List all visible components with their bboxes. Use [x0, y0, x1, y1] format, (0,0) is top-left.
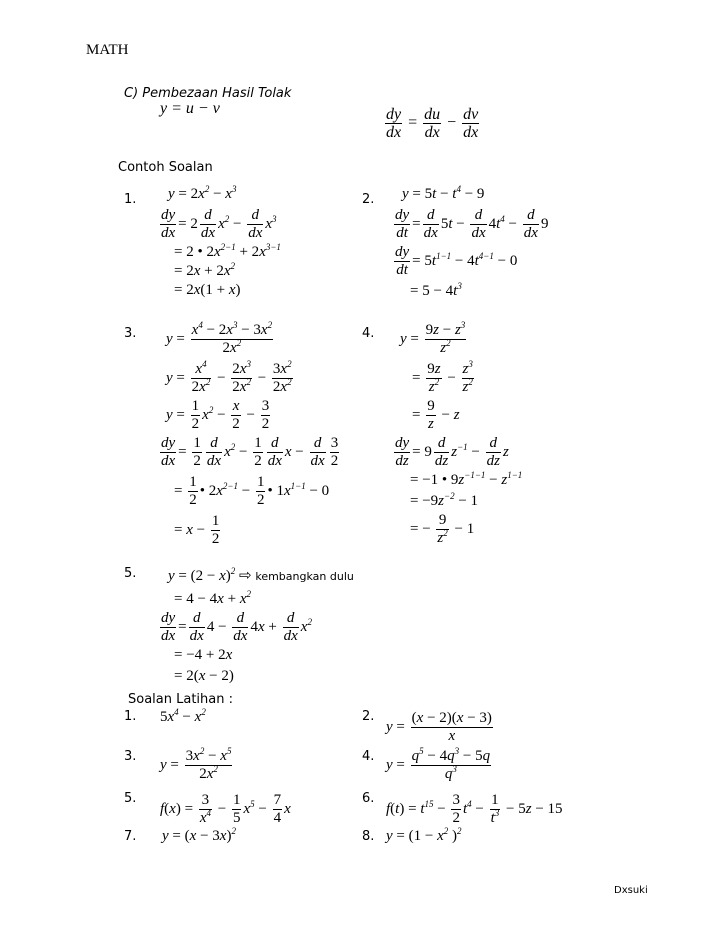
example-number-5: 5. — [124, 566, 137, 581]
example-number-3: 3. — [124, 326, 137, 341]
example-4: y = $\frac{9z - z^3}{z^2}$ = $\frac{9z}{z^2}$ − $\frac{z^3}{z^2}$ = $\frac{9}{z}$ − z $\frac{dy}{dz}$ = 9 $\frac{d}{dz}$ $z^{-1}$ − $\frac{d}{dz}$ z = −1 • $9z^{-1-1} - z^{1-1}$ = $-9z^{-2} - 1$ = − $\frac{9}{z^2}$ − 1 — [395, 320, 523, 546]
exercise-2: y = $\frac{(x - 2)(x - 3)}{x}$ — [386, 710, 492, 744]
footer-author: Dxsuki — [614, 885, 648, 896]
exercise-number-4: 4. — [362, 749, 375, 764]
example-3: y = $\frac{x^4 - 2x^3 - 3x^2}{2x^2}$ y = $\frac{x^4}{2x^2}$ − $\frac{2x^3}{2x^2}$ − $\frac{3x^2}{2x^2}$ y = $\frac{1}{2}$ $x^2$ − $\frac{x}{2}$ − $\frac{3}{2}$ $\frac{dy}{dx}$ = $\frac{1}{2}$ $\frac{d}{dx}$ $x^2$ − $\frac{1}{2}$ $\frac{d}{dx}$ x − $\frac{d}{dx}$ $\frac{3}{2}$ = $\frac{1}{2}$ • $2x^{2-1}$ − $\frac{1}{2}$ • $1x^{1-1} - 0$ = x − $\frac{1}{2}$ — [161, 320, 339, 547]
exercise-6: $f(t) = t^{15}$ − $\frac{3}{2}$ $t^4$ − $\frac{1}{t^3}$ − 5z − 15 — [386, 792, 563, 826]
exercise-8: $y = (1 - x^2$ )$^2$ — [386, 826, 462, 844]
exercise-number-2: 2. — [362, 709, 375, 724]
examples-heading: Contoh Soalan — [118, 160, 213, 175]
example-5: $y = (2 - x)^2$ ⇨ kembangkan dulu = $4 - 4x + x^2$ $\frac{dy}{dx}$ = $\frac{d}{dx}$ 4 − $\frac{d}{dx}$ 4x + $\frac{d}{dx}$ $x^2$ = −4 + 2x = 2(x − 2) — [161, 566, 354, 684]
exercise-number-6: 6. — [362, 791, 375, 806]
subject-header: MATH — [86, 42, 129, 58]
exercise-number-8: 8. — [362, 829, 375, 844]
exercise-3: y = $\frac{3x^2 - x^5}{2x^2}$ — [160, 746, 232, 782]
exercises-heading: Soalan Latihan : — [128, 692, 233, 707]
exercise-5: f(x) = $\frac{3}{x^4}$ − $\frac{1}{5}$ $x^5$ − $\frac{7}{4}$ x — [160, 792, 291, 826]
rule-derivative: $\frac{dy}{dx}$ = $\frac{du}{dx}$ − $\frac{dv}{dx}$ — [386, 106, 479, 141]
rule-formula: y = u − v — [160, 100, 220, 117]
example-1: $y = 2x^2 - x^3$ $\frac{dy}{dx}$ = 2 $\frac{d}{dx}$ $x^2$ − $\frac{d}{dx}$ $x^3$ = 2 • $2x^{2-1} + 2x^{3-1}$ = $2x + 2x^2$ = 2x(1 + x) — [161, 184, 281, 298]
exercise-number-1: 1. — [124, 709, 137, 724]
example-2: $y = 5t - t^4 - 9$ $\frac{dy}{dt}$ = $\frac{d}{dx}$ 5t − $\frac{d}{dx}$ $4t^4$ − $\frac{d}{dx}$ 9 $\frac{dy}{dt}$ = $5t^{1-1} - 4t^{4-1} - 0$ = $5 - 4t^3$ — [395, 184, 549, 299]
example-number-2: 2. — [362, 192, 375, 207]
exercise-4: y = $\frac{q^5 - 4q^3 - 5q}{q^3}$ — [386, 746, 491, 782]
exercise-number-7: 7. — [124, 829, 137, 844]
exercise-number-3: 3. — [124, 749, 137, 764]
section-title: C) Pembezaan Hasil Tolak — [124, 86, 292, 101]
example-number-4: 4. — [362, 326, 375, 341]
exercise-7: $y = (x - 3x)^2$ — [162, 826, 236, 844]
exercise-number-5: 5. — [124, 791, 137, 806]
expand-note: kembangkan dulu — [255, 570, 354, 583]
example-number-1: 1. — [124, 192, 137, 207]
exercise-1: $5x^4 - x^2$ — [160, 707, 206, 725]
